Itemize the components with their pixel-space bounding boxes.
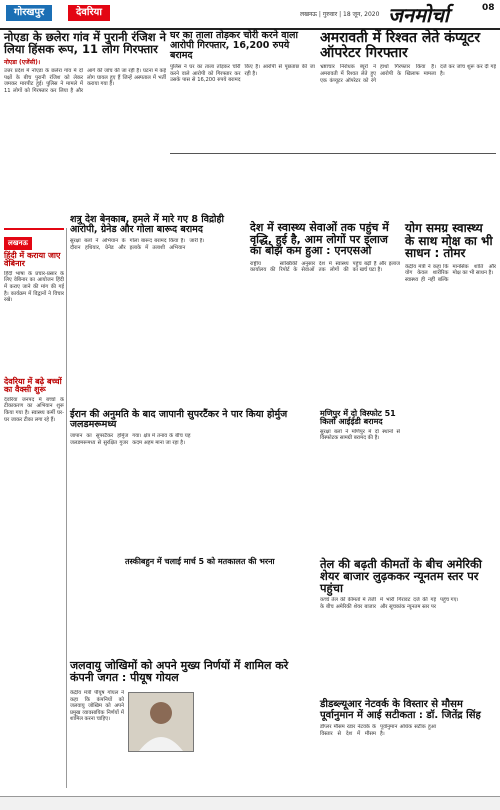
divider bbox=[66, 228, 67, 788]
headline: डीडब्ल्यूआर नेटवर्क के विस्तार से मौसम पूर्वानुमान में आई सटीकता : डॉ. जितेंद्र सिंह bbox=[320, 699, 481, 721]
story-webinar bbox=[4, 228, 64, 401]
headline: योग समग्र स्वास्थ्य के साथ मोक्ष का भी साधन : तोमर bbox=[405, 221, 493, 261]
story-theft bbox=[170, 31, 315, 148]
story-body: कच्चे तेल की कीमतों में तेजी के बीच अमेरिकी शेयर बाजार में भारी गिरावट दर्ज की गई और सूचकांक न्यूनतम स्तर पर पहुंच गए। bbox=[320, 597, 459, 610]
story-body: हिंदी भाषा के प्रचार-प्रसार के लिए वेबिनार का आयोजन हिंदी में कराए जाने की मांग की गई है। कार्यक्रम में विद्वानों ने विचार रखे। bbox=[4, 270, 64, 304]
headline: देवरिया में बढ़े बच्चों का वैक्सी शुरू bbox=[4, 377, 62, 395]
divider bbox=[170, 153, 496, 154]
dateline: लखनऊ | गुरुवार | 18 जून, 2020 bbox=[300, 11, 380, 18]
headline: नोएडा के छलेरा गांव में पुरानी रंजिश ने लिया हिंसक रूप, 11 लोग गिरफ्तार bbox=[4, 30, 166, 57]
person-photo-icon bbox=[129, 693, 193, 751]
story-body: सुरक्षा बलों ने अभियान के दौरान हथियार, ग्रेनेड और गोला बारूद बरामद किया है। इलाके में तलाशी अभियान जारी है। bbox=[70, 237, 205, 251]
story-radar bbox=[320, 700, 496, 774]
story-yoga bbox=[405, 222, 496, 564]
headline: शत्रु देश बेनकाब, हमले में मारे गए 8 विद्रोही आरोपी, ग्रेनेड और गोला बारूद बरामद bbox=[70, 214, 224, 235]
story-body-left: केंद्रीय मंत्री पीयूष गोयल ने कहा कि कंपनियों को जलवायु जोखिम को अपने प्रमुख व्यावसायिक निर्णयों में शामिल करना चाहिए। bbox=[70, 690, 124, 723]
masthead: जनमोर्चा bbox=[388, 3, 449, 27]
headline: जलवायु जोखिमों को अपने मुख्य निर्णयों में शामिल करे कंपनी जगत : पीयूष गोयल bbox=[70, 659, 289, 684]
story-body: डॉप्लर मौसम रडार नेटवर्क के विस्तार से देश में मौसम पूर्वानुमान अधिक सटीक हुआ है। bbox=[320, 724, 436, 737]
headline: अमरावती में रिश्वत लेते कंप्यूटर ऑपरेटर गिरफ्तार bbox=[320, 30, 481, 61]
goyal-photo bbox=[128, 692, 194, 752]
headline: ईरान की अनुमति के बाद जापानी सुपरटैंकर ने पार किया होर्मुज जलडमरूमध्य bbox=[70, 409, 288, 430]
story-nso-health bbox=[250, 222, 400, 441]
page-footer bbox=[0, 796, 500, 810]
story-march bbox=[125, 558, 315, 566]
story-body: देवरिया जनपद में बच्चों के टीकाकरण का अभियान शुरू किया गया है। स्वास्थ्य कर्मी घर-घर जाकर टीका लगा रहे हैं। bbox=[4, 396, 64, 423]
story-oil-market bbox=[320, 558, 496, 677]
section-label-gorakhpur: गोरखपुर bbox=[6, 5, 52, 21]
headline: मणिपुर में दो विस्फोट 51 किलो आईईडी बरामद bbox=[320, 409, 396, 427]
story-noida bbox=[4, 31, 166, 236]
story-amravati bbox=[320, 31, 496, 202]
headline: तेल की बढ़ती कीमतों के बीच अमेरिकी शेयर बाजार लुढ़ककर न्यूनतम स्तर पर पहुंचा bbox=[320, 557, 482, 596]
story-body: जापान का सुपरटैंकर होर्मुज जलडमरूमध्य से सुरक्षित गुजर गया। क्षेत्र में तनाव के बीच यह कदम अहम माना जा रहा है। bbox=[70, 432, 191, 446]
story-body: भ्रष्टाचार निरोधक ब्यूरो ने अमरावती में रिश्वत लेते हुए एक कंप्यूटर ऑपरेटर को रंगे हाथों गिरफ्तार किया है। आरोपी के खिलाफ मामला दर्ज कर जांच शुरू कर दी गई है। bbox=[320, 64, 496, 84]
story-body: उत्तर प्रदेश में नोएडा के छलेरा गांव में दो पक्षों के बीच पुरानी रंजिश को लेकर जमकर मारपीट हुई। पुलिस ने मामले में 11 लोगों को गिरफ्तार कर लिया है और आगे की जांच की जा रही है। घटना में कई लोग घायल हुए हैं जिन्हें अस्पताल में भर्ती कराया गया है। bbox=[4, 68, 166, 94]
story-grenade bbox=[70, 215, 245, 370]
story-body: राष्ट्रीय सांख्यिकी कार्यालय की रिपोर्ट के अनुसार देश में स्वास्थ्य सेवाओं तक लोगों की पहुंच बढ़ी है और इलाज का खर्च घटा है। bbox=[250, 260, 400, 274]
story-goyal bbox=[70, 660, 315, 683]
headline: घर का ताला तोड़कर चोरी करने वाला आरोपी गिरफ्तार, 16,200 रुपये बरामद bbox=[170, 30, 298, 61]
story-body: सुरक्षा बलों ने मणिपुर में दो स्थानों से विस्फोटक सामग्री बरामद की है। bbox=[320, 428, 400, 442]
headline: हिंदी में कराया जाए वेबिनार bbox=[4, 251, 61, 269]
story-manipur bbox=[320, 410, 400, 559]
headline: देश में स्वास्थ्य सेवाओं तक पहुंच में वृद्धि, हुई है, आम लोगों पर इलाज का बोझ कम हुआ : एनएसओ bbox=[250, 221, 389, 258]
byline: नोएडा (एजेंसी)। bbox=[4, 59, 41, 67]
page-number: 08 bbox=[482, 3, 495, 13]
story-body: पुलिस ने घर का ताला तोड़कर चोरी करने वाले आरोपी को गिरफ्तार कर उसके पास से 16,200 रुपये बरामद किए हैं। आरोपी से पूछताछ की जा रही है। bbox=[170, 63, 315, 84]
page-header bbox=[0, 0, 500, 30]
story-deoria-vaccine bbox=[4, 378, 64, 777]
story-body: केंद्रीय मंत्री ने कहा कि योग केवल शारीरिक स्वास्थ्य ही नहीं बल्कि मानसिक शांति और मोक्ष का भी साधन है। bbox=[405, 263, 496, 283]
story-hormuz bbox=[70, 410, 315, 551]
headline: तस्कीबहुन में चलाई मार्च 5 को मतकालत की भरना bbox=[125, 557, 275, 566]
section-label-deoria: देवरिया bbox=[68, 5, 110, 21]
kicker: लखनऊ bbox=[4, 237, 32, 250]
